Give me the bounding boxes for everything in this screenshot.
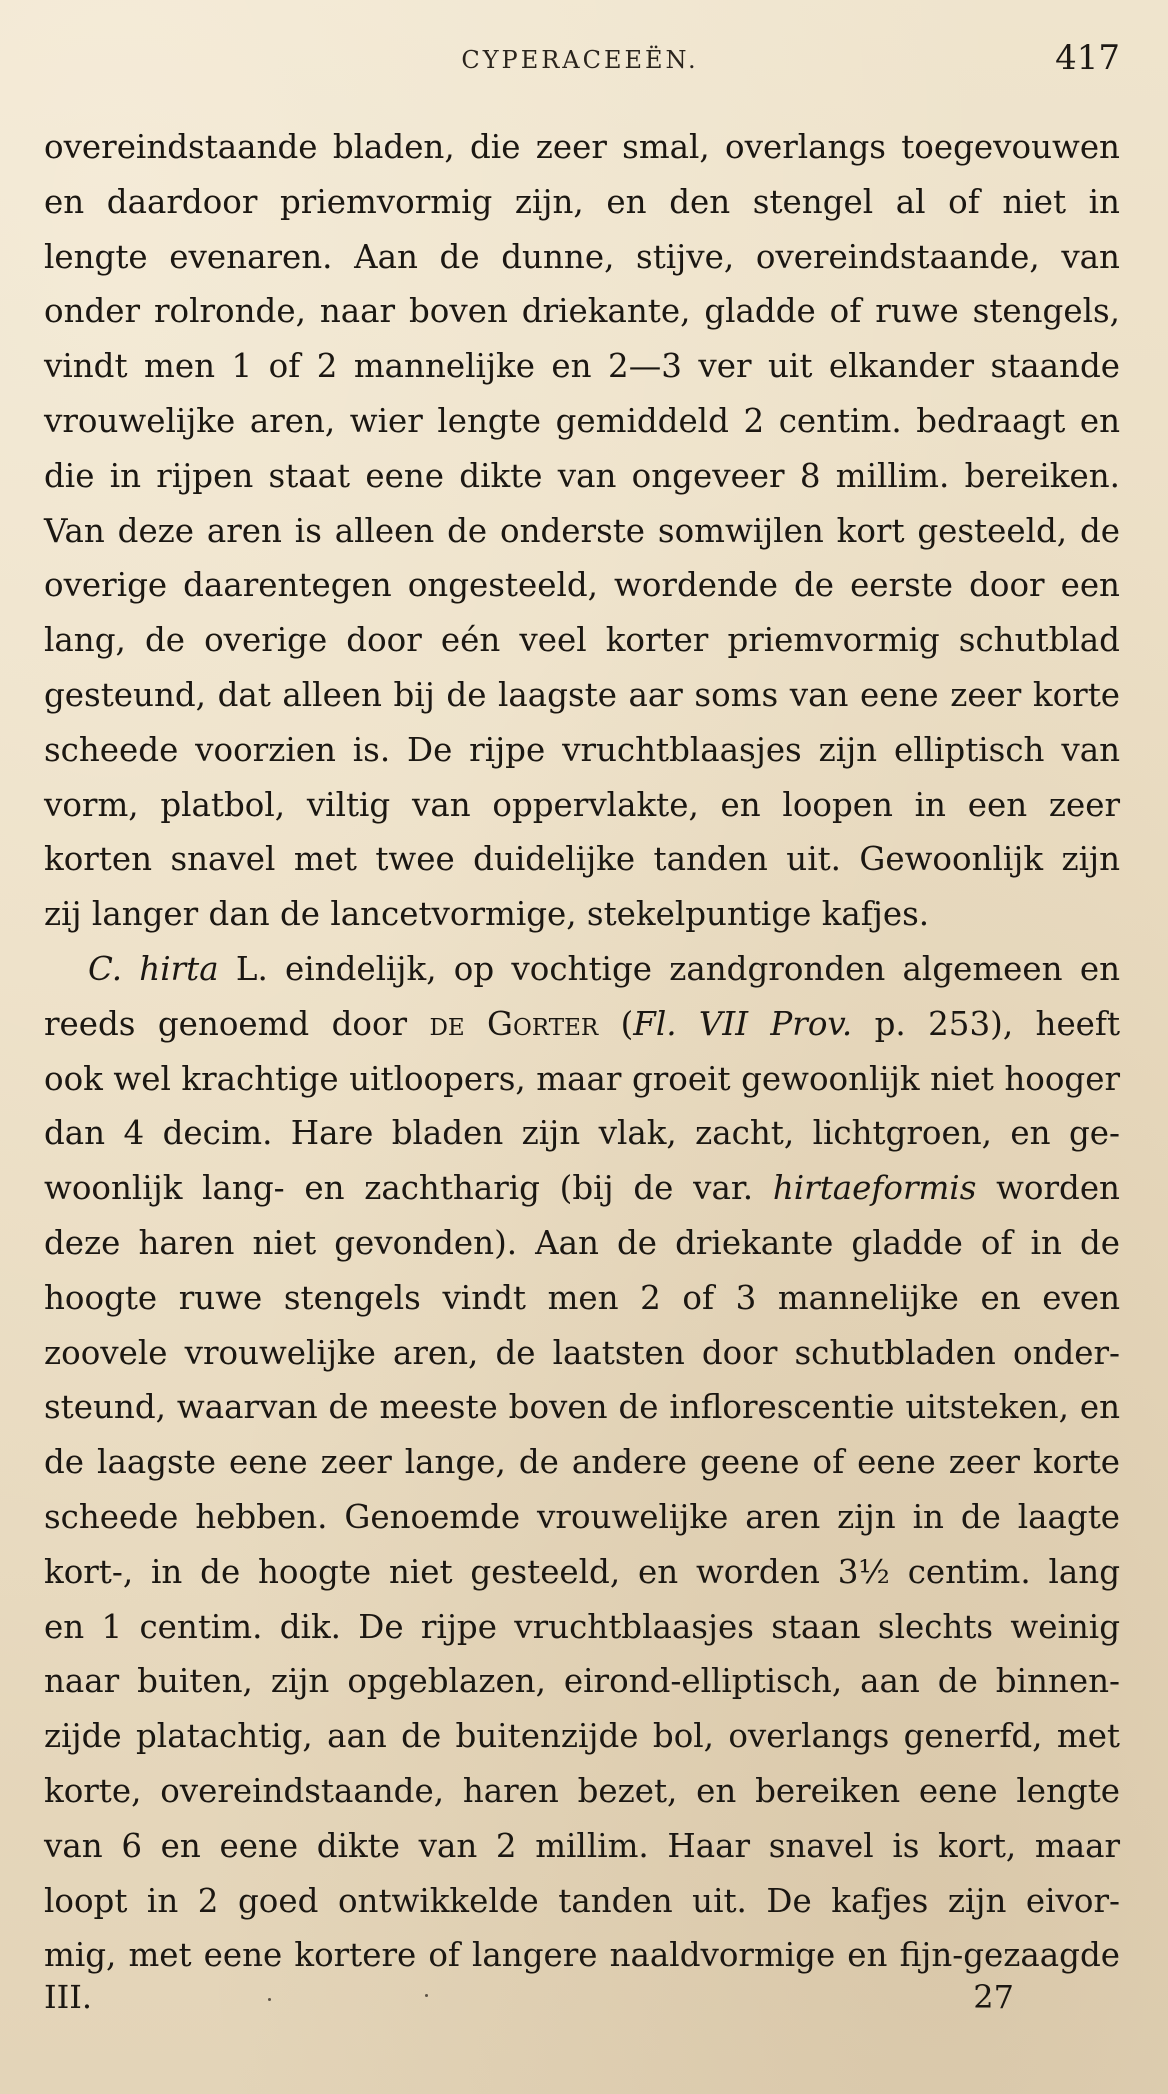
variety-name: hirtaeformis <box>772 1169 977 1208</box>
text-line: Van deze aren is alleen de onderste somwijlen kort gesteeld, de <box>44 511 1120 550</box>
text-line: zoovele vrouwelijke aren, de laatsten door schutbladen onder- <box>44 1333 1120 1372</box>
text-fragment: ( <box>598 1004 634 1043</box>
paper-speck <box>425 1994 428 1997</box>
page-header <box>40 38 1120 84</box>
text-line: en 1 centim. dik. De rijpe vruchtblaasjes staan slechts weinig <box>44 1607 1120 1646</box>
text-line: ook wel krachtige uitloopers, maar groeit gewoonlijk niet hooger <box>44 1059 1120 1098</box>
cited-author: de Gorter <box>429 1004 599 1043</box>
species-name: C. hirta <box>88 949 219 988</box>
text-fragment: reeds genoemd door <box>44 1004 430 1043</box>
text-line: korte, overeindstaande, haren bezet, en bereiken eene lengte <box>44 1771 1120 1810</box>
text-fragment: worden <box>976 1169 1120 1208</box>
text-line: scheede voorzien is. De rijpe vruchtblaasjes zijn elliptisch van <box>44 730 1120 769</box>
text-line: scheede hebben. Genoemde vrouwelijke aren zijn in de laagte <box>44 1497 1120 1536</box>
text-line: hoogte ruwe stengels vindt men 2 of 3 mannelijke en even <box>44 1278 1120 1317</box>
text-line: van 6 en eene dikte van 2 millim. Haar snavel is kort, maar <box>44 1826 1120 1865</box>
text-line: gesteund, dat alleen bij de laagste aar soms van eene zeer korte <box>44 675 1120 714</box>
page-number: 417 <box>1055 38 1120 78</box>
signature-mark: III. <box>44 1978 93 2016</box>
sheet-number: 27 <box>973 1978 1014 2016</box>
text-line: de laagste eene zeer lange, de andere geene of eene zeer korte <box>44 1443 1120 1482</box>
text-fragment: p. 253), heeft <box>852 1004 1121 1043</box>
cited-work: Fl. VII Prov. <box>633 1004 853 1043</box>
text-line: die in rijpen staat eene dikte van ongeveer 8 millim. bereiken. <box>44 456 1120 495</box>
text-line-citation <box>44 997 1120 1052</box>
text-line: kort-, in de hoogte niet gesteeld, en worden 3½ centim. lang <box>44 1552 1120 1591</box>
text-fragment: woonlijk lang- en zachtharig (bij de var. <box>44 1169 773 1208</box>
text-line: vrouwelijke aren, wier lengte gemiddeld 2 centim. bedraagt en <box>44 401 1120 440</box>
text-fragment: L. eindelijk, op vochtige zandgronden algemeen en <box>218 949 1121 988</box>
text-line: lengte evenaren. Aan de dunne, stijve, overeindstaande, van <box>44 237 1120 276</box>
text-line: loopt in 2 goed ontwikkelde tanden uit. De kafjes zijn eivor- <box>44 1881 1120 1920</box>
text-line: onder rolronde, naar boven driekante, gladde of ruwe stengels, <box>44 292 1120 331</box>
text-line: dan 4 decim. Hare bladen zijn vlak, zacht, lichtgroen, en ge- <box>44 1114 1120 1153</box>
text-line: lang, de overige door eén veel korter priemvormig schutblad <box>44 621 1120 660</box>
text-line: zijde platachtig, aan de buitenzijde bol, overlangs generfd, met <box>44 1717 1120 1756</box>
text-line: mig, met eene kortere of langere naaldvormige en fijn-gezaagde <box>44 1936 1120 1975</box>
text-line: en daardoor priemvormig zijn, en den stengel al of niet in <box>44 182 1120 221</box>
text-line: vindt men 1 of 2 mannelijke en 2—3 ver uit elkander staande <box>44 347 1120 386</box>
text-line-variety <box>44 1161 1120 1216</box>
text-line: steund, waarvan de meeste boven de inflorescentie uitsteken, en <box>44 1388 1120 1427</box>
text-line: naar buiten, zijn opgeblazen, eirond-elliptisch, aan de binnen- <box>44 1662 1120 1701</box>
text-line: vorm, platbol, viltig van oppervlakte, en loopen in een zeer <box>44 785 1120 824</box>
running-title: CYPERACEEËN. <box>461 46 699 74</box>
text-line: korten snavel met twee duidelijke tanden uit. Gewoonlijk zijn <box>44 840 1120 879</box>
text-line: overeindstaande bladen, die zeer smal, overlangs toegevouwen <box>44 128 1120 166</box>
body-text <box>44 120 1120 1983</box>
paragraph-end-line: zij langer dan de lancetvormige, stekelpuntige kafjes. <box>44 895 930 934</box>
text-line-species-heading <box>44 942 1120 997</box>
text-line: deze haren niet gevonden). Aan de driekante gladde of in de <box>44 1223 1120 1262</box>
paper-speck <box>268 1998 271 2001</box>
page-footer <box>44 1978 1014 2028</box>
text-line: overige daarentegen ongesteeld, wordende de eerste door een <box>44 566 1120 605</box>
